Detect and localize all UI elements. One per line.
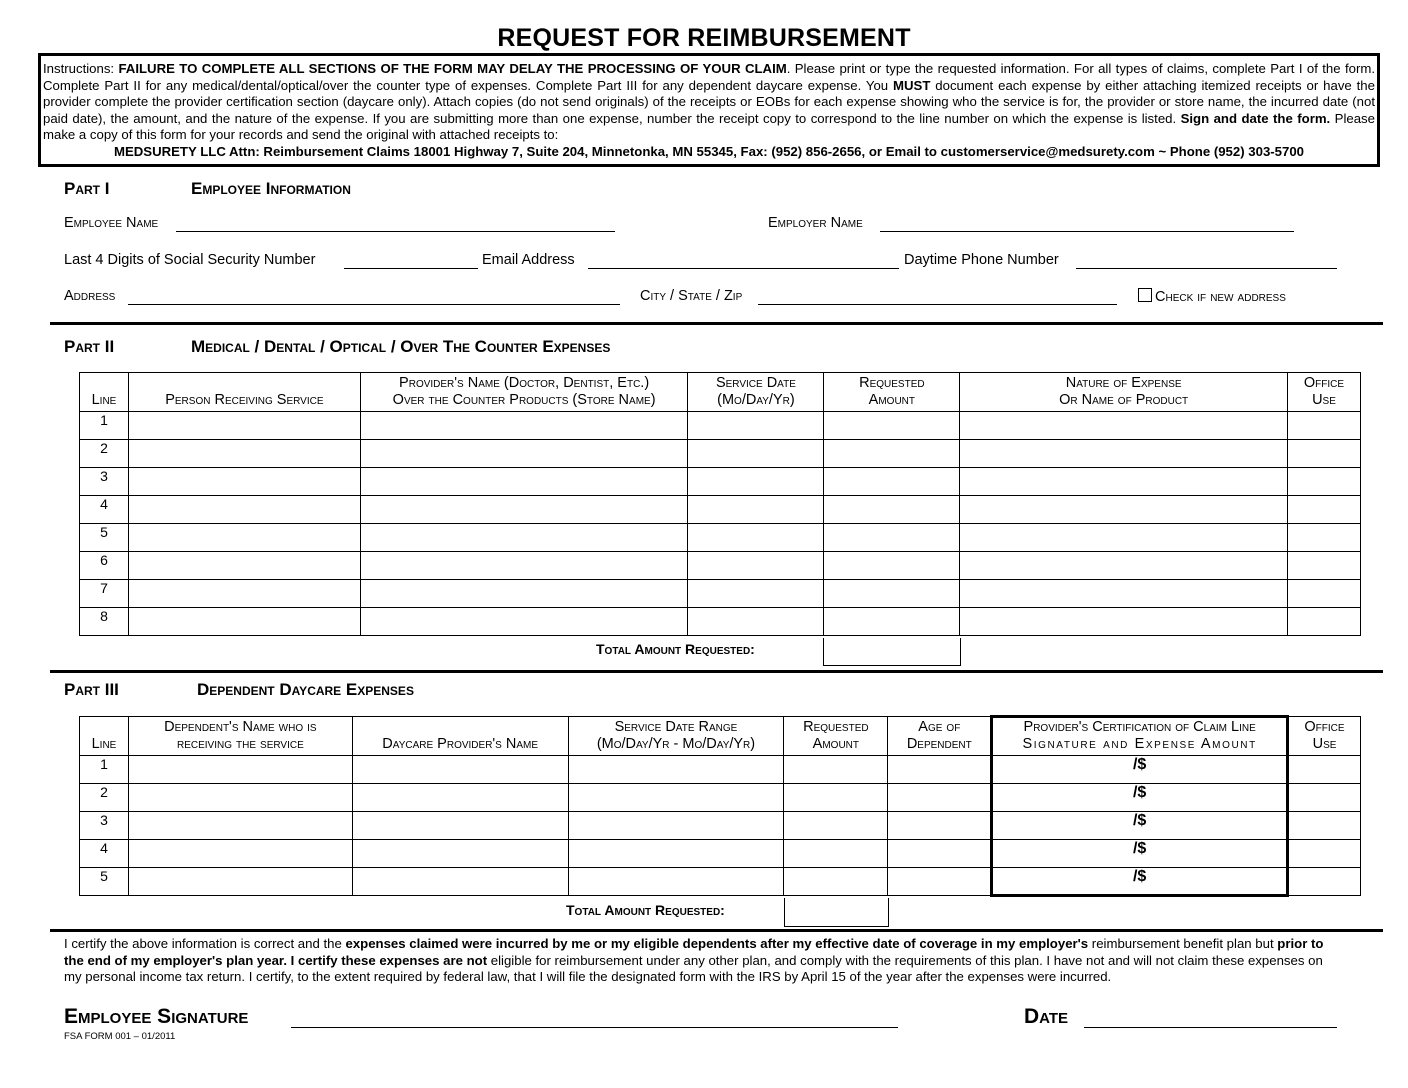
- form-id: FSA FORM 001 – 01/2011: [64, 1031, 176, 1042]
- certification-cell[interactable]: /$: [992, 756, 1288, 784]
- signature-label: Employee Signature: [64, 1005, 249, 1028]
- part3-heading: Dependent Daycare Expenses: [197, 680, 414, 699]
- signature-field[interactable]: [291, 1012, 898, 1028]
- col-provider: Provider's Name (Doctor, Dentist, Etc.) Over the Counter Products (Store Name): [360, 373, 688, 412]
- instructions-sign-date: Sign and date the form.: [1180, 110, 1331, 126]
- part2-total-field[interactable]: [823, 638, 961, 666]
- table-row: 1: [80, 412, 1361, 440]
- address-field[interactable]: [128, 290, 620, 305]
- col-dependent-age: Age of Dependent: [888, 717, 992, 756]
- col-line: Line: [80, 717, 129, 756]
- col-daycare-provider: Daycare Provider's Name: [352, 717, 568, 756]
- part3-label: Part III: [64, 680, 119, 699]
- instructions-box: [38, 53, 1380, 167]
- col-nature: Nature of Expense Or Name of Product: [960, 373, 1288, 412]
- col-service-date-range: Service Date Range (Mo/Day/Yr - Mo/Day/Yr): [568, 717, 784, 756]
- col-provider-certification: Provider's Certification of Claim Line Signature and Expense Amount: [992, 717, 1288, 756]
- table-row: 2 /$: [80, 784, 1361, 812]
- col-dependent-name: Dependent's Name who is receiving the service: [128, 717, 352, 756]
- email-field[interactable]: [588, 254, 899, 269]
- instructions-lead: Instructions:: [43, 61, 119, 76]
- mailing-address: MEDSURETY LLC Attn: Reimbursement Claims 18001 Highway 7, Suite 204, Minnetonka, MN 55345, Fax: (952) 856-2656, or Email to customerservice@medsurety.com ~ Phone (952) 303-5700: [113, 143, 1305, 159]
- employee-name-label: Employee Name: [64, 215, 159, 231]
- col-person: Person Receiving Service: [128, 373, 360, 412]
- employer-name-label: Employer Name: [768, 215, 863, 231]
- col-office-use: Office Use: [1288, 717, 1361, 756]
- city-state-zip-label: City / State / Zip: [640, 288, 743, 304]
- certification-statement: I certify the above information is correct and the expenses claimed were incurred by me or my eligible dependents after my effective date of coverage in my employer's reimbursement benefit plan but prior to the end of my employer's plan year. I certify these expenses are not eligible for reimbursement under any other plan, and comply with the requirements of this plan. I have not and will not claim these expenses on my personal income tax return. I certify, to the extent required by federal law, that I will file the designated form with the IRS by April 15 of the year after the expenses were incurred.: [64, 936, 1324, 984]
- table-row: 5: [80, 524, 1361, 552]
- instructions-warning: FAILURE TO COMPLETE ALL SECTIONS OF THE FORM MAY DELAY THE PROCESSING OF YOUR CLAIM: [118, 61, 787, 76]
- table-row: 8: [80, 608, 1361, 636]
- col-office-use: Office Use: [1287, 373, 1360, 412]
- col-requested-amount: Requested Amount: [784, 717, 888, 756]
- certification-cell[interactable]: /$: [992, 784, 1288, 812]
- part2-heading: Medical / Dental / Optical / Over The Counter Expenses: [191, 337, 611, 356]
- instructions-must: MUST: [893, 77, 931, 93]
- employee-name-field[interactable]: [176, 217, 615, 232]
- ssn-field[interactable]: [344, 254, 478, 269]
- part2-total-label: Total Amount Requested:: [596, 641, 755, 657]
- instructions-text-1: . Please print or type the requested information. For all types of claims, complete Part I of the form. Complete Part II for any medical/dental/optical/over the counter type of expenses. Complete Part III for any dependent daycare expense. You: [43, 61, 1375, 93]
- new-address-option[interactable]: [1138, 288, 1286, 305]
- form-title: REQUEST FOR REIMBURSEMENT: [497, 24, 911, 52]
- part1-heading: Employee Information: [191, 179, 351, 198]
- new-address-label: Check if new address: [1155, 289, 1286, 305]
- instructions-text-3: Please make a copy of this form for your records and send the original with attached receipts to:: [43, 110, 1375, 142]
- col-line: Line: [80, 373, 129, 412]
- date-field[interactable]: [1084, 1012, 1337, 1028]
- part3-total-field[interactable]: [784, 898, 889, 927]
- medical-expense-table: [79, 372, 1361, 636]
- certification-cell[interactable]: /$: [992, 812, 1288, 840]
- daycare-expense-table: [79, 715, 1361, 897]
- part2-label: Part II: [64, 337, 115, 356]
- table-row: 4: [80, 496, 1361, 524]
- phone-label: Daytime Phone Number: [904, 252, 1059, 268]
- col-requested-amount: Requested Amount: [824, 373, 960, 412]
- table-row: 6: [80, 552, 1361, 580]
- section-divider-3: [50, 929, 1383, 932]
- certification-cell[interactable]: /$: [992, 868, 1288, 896]
- address-label: Address: [64, 288, 116, 304]
- table-row: 4 /$: [80, 840, 1361, 868]
- instructions-text-2: document each expense by either attaching itemized receipts or have the provider complete the provider certification section (daycare only). Attach copies (do not send originals) of the receipts or EOBs for each expense showing who the service is for, the provider or store name, the incurred date (not paid date), the amount, and the nature of the expense. If you are submitting more than one expense, number the receipt copy to correspond to the line number on which the expense is listed.: [43, 77, 1375, 126]
- date-label: Date: [1024, 1005, 1069, 1028]
- new-address-checkbox[interactable]: [1138, 288, 1152, 302]
- table-row: 2: [80, 440, 1361, 468]
- phone-field[interactable]: [1076, 254, 1337, 269]
- part1-label: Part I: [64, 179, 110, 198]
- table-row: 5 /$: [80, 868, 1361, 896]
- part3-total-label: Total Amount Requested:: [566, 902, 725, 918]
- section-divider-2: [50, 670, 1383, 673]
- table-row: 3: [80, 468, 1361, 496]
- certification-cell[interactable]: /$: [992, 840, 1288, 868]
- employer-name-field[interactable]: [880, 217, 1294, 232]
- table-row: 3 /$: [80, 812, 1361, 840]
- ssn-label: Last 4 Digits of Social Security Number: [64, 252, 316, 268]
- table-row: 1 /$: [80, 756, 1361, 784]
- col-service-date: Service Date (Mo/Day/Yr): [688, 373, 824, 412]
- city-state-zip-field[interactable]: [758, 290, 1117, 305]
- table-row: 7: [80, 580, 1361, 608]
- section-divider-1: [50, 322, 1383, 325]
- email-label: Email Address: [482, 252, 575, 268]
